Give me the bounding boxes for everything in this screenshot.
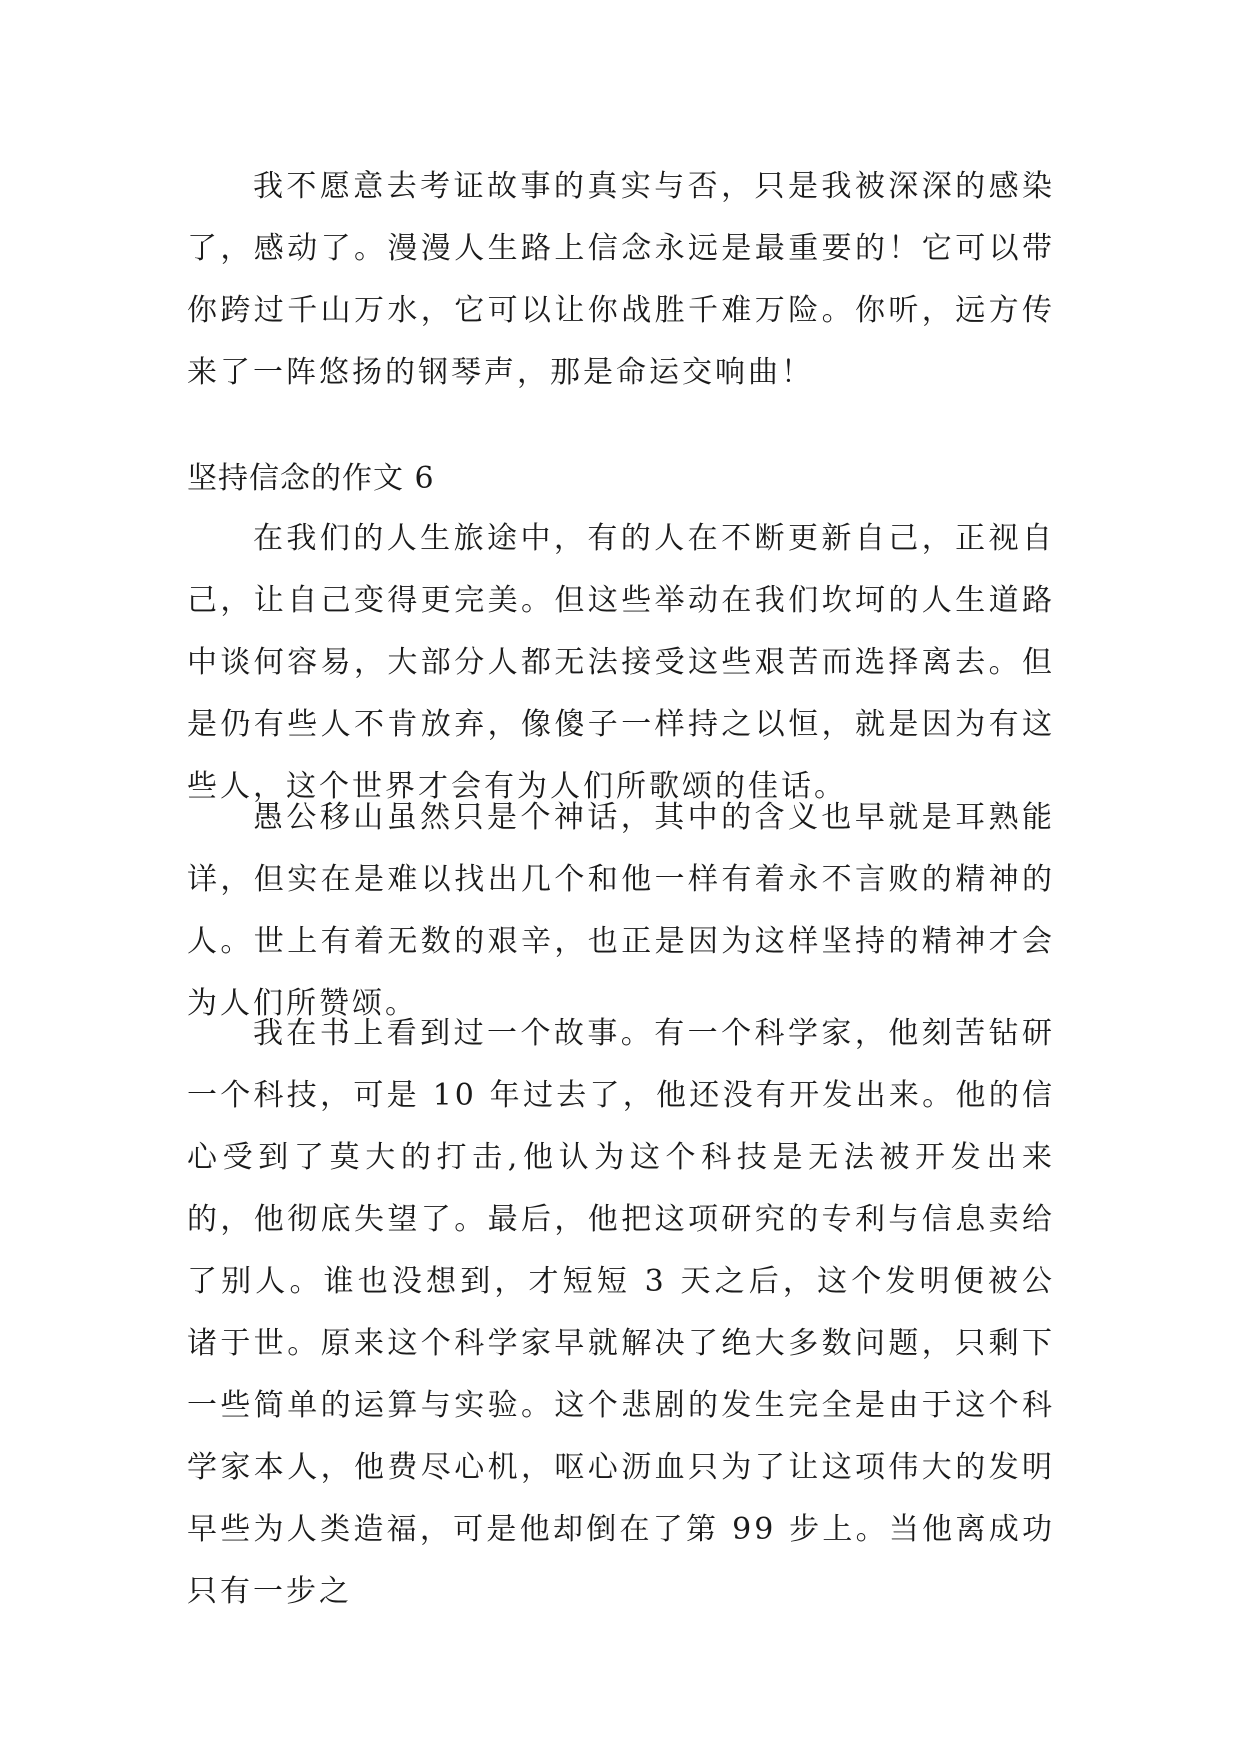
paragraph-3: 愚公移山虽然只是个神话，其中的含义也早就是耳熟能详，但实在是难以找出几个和他一样有着永不言败的精神的人。世上有着无数的艰辛，也正是因为这样坚持的精神才会为人们所赞颂。 bbox=[187, 800, 1055, 1021]
paragraph-1: 我不愿意去考证故事的真实与否，只是我被深深的感染了，感动了。漫漫人生路上信念永远是最重要的！它可以带你跨过千山万水，它可以让你战胜千难万险。你听，远方传来了一阵悠扬的钢琴声，那是命运交响曲！ bbox=[187, 169, 1055, 390]
paragraph-4: 我在书上看到过一个故事。有一个科学家，他刻苦钻研一个科技，可是 10 年过去了，他还没有开发出来。他的信心受到了莫大的打击,他认为这个科技是无法被开发出来的，他彻底失望了。最后，他把这项研究的专利与信息卖给了别人。谁也没想到，才短短 3 天之后，这个发明便被公诸于世。原来这个科学家早就解决了绝大多数问题，只剩下一些简单的运算与实验。这个悲剧的发生完全是由于这个科学家本人，他费尽心机，呕心沥血只为了让这项伟大的发明早些为人类造福，可是他却倒在了第 99 步上。当他离成功只有一步之 bbox=[187, 1016, 1055, 1609]
paragraph-2: 在我们的人生旅途中，有的人在不断更新自己，正视自己，让自己变得更完美。但这些举动在我们坎坷的人生道路中谈何容易，大部分人都无法接受这些艰苦而选择离去。但是仍有些人不肯放弃，像傻子一样持之以恒，就是因为有这些人，这个世界才会有为人们所歌颂的佳话。 bbox=[187, 521, 1055, 804]
section-heading: 坚持信念的作文 6 bbox=[187, 461, 435, 496]
